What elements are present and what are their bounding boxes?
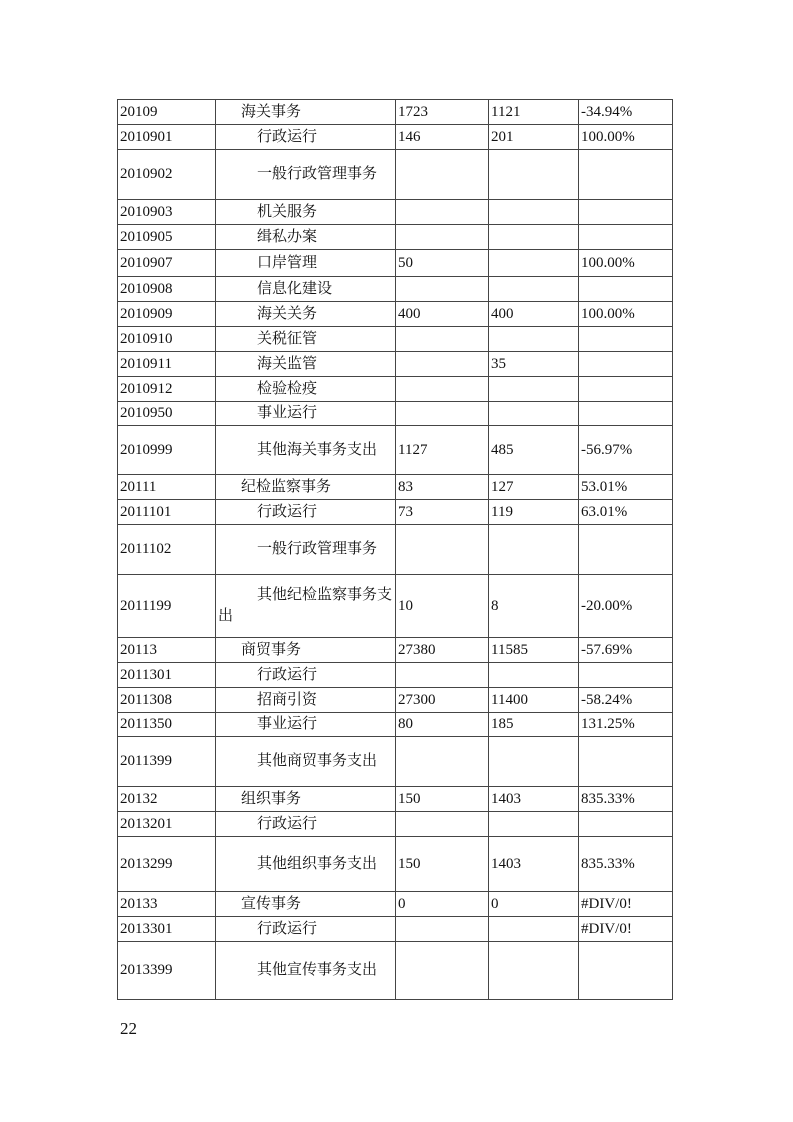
cell-code: 20133	[118, 892, 216, 917]
cell-change-pct: 131.25%	[579, 713, 673, 737]
cell-change-pct	[579, 200, 673, 225]
table-row	[118, 638, 673, 663]
table-row	[118, 500, 673, 525]
cell-curr-value	[489, 942, 579, 1000]
table-row	[118, 200, 673, 225]
cell-change-pct: 835.33%	[579, 837, 673, 892]
cell-prev-value: 150	[396, 837, 489, 892]
cell-code: 2011301	[118, 663, 216, 688]
cell-change-pct: -20.00%	[579, 575, 673, 638]
cell-name: 行政运行	[216, 663, 396, 688]
cell-prev-value: 80	[396, 713, 489, 737]
table-row	[118, 663, 673, 688]
cell-prev-value: 1723	[396, 100, 489, 125]
cell-code: 2011350	[118, 713, 216, 737]
cell-name: 事业运行	[216, 402, 396, 426]
cell-prev-value	[396, 327, 489, 352]
cell-name: 信息化建设	[216, 277, 396, 302]
cell-change-pct: #DIV/0!	[579, 892, 673, 917]
cell-change-pct: 835.33%	[579, 787, 673, 812]
cell-code: 2010950	[118, 402, 216, 426]
cell-prev-value: 146	[396, 125, 489, 150]
table-row	[118, 787, 673, 812]
cell-code: 2011399	[118, 737, 216, 787]
cell-prev-value	[396, 737, 489, 787]
cell-change-pct	[579, 942, 673, 1000]
cell-change-pct	[579, 737, 673, 787]
cell-name: 其他宣传事务支出	[216, 942, 396, 1000]
cell-curr-value	[489, 525, 579, 575]
table-row	[118, 277, 673, 302]
cell-change-pct	[579, 225, 673, 250]
cell-curr-value	[489, 225, 579, 250]
table-row	[118, 475, 673, 500]
table-row	[118, 737, 673, 787]
cell-code: 2013399	[118, 942, 216, 1000]
cell-change-pct: -56.97%	[579, 426, 673, 475]
table-row	[118, 917, 673, 942]
page-number: 22	[120, 1019, 137, 1038]
cell-prev-value	[396, 917, 489, 942]
cell-prev-value	[396, 225, 489, 250]
cell-prev-value	[396, 525, 489, 575]
cell-prev-value	[396, 663, 489, 688]
cell-name: 纪检监察事务	[216, 475, 396, 500]
cell-code: 2010912	[118, 377, 216, 402]
cell-name: 缉私办案	[216, 225, 396, 250]
cell-prev-value	[396, 942, 489, 1000]
cell-code: 2010999	[118, 426, 216, 475]
cell-code: 2011199	[118, 575, 216, 638]
cell-change-pct	[579, 150, 673, 200]
cell-curr-value: 127	[489, 475, 579, 500]
cell-prev-value: 27300	[396, 688, 489, 713]
table-row	[118, 525, 673, 575]
cell-change-pct	[579, 525, 673, 575]
cell-name: 其他组织事务支出	[216, 837, 396, 892]
cell-change-pct	[579, 352, 673, 377]
cell-prev-value: 27380	[396, 638, 489, 663]
cell-curr-value: 485	[489, 426, 579, 475]
cell-prev-value	[396, 200, 489, 225]
cell-curr-value	[489, 663, 579, 688]
cell-code: 2010909	[118, 302, 216, 327]
cell-name: 事业运行	[216, 713, 396, 737]
cell-change-pct: 100.00%	[579, 250, 673, 277]
table-row	[118, 377, 673, 402]
table-row	[118, 812, 673, 837]
cell-name: 检验检疫	[216, 377, 396, 402]
cell-name: 行政运行	[216, 812, 396, 837]
budget-table	[117, 99, 673, 1000]
cell-code: 2010903	[118, 200, 216, 225]
cell-curr-value	[489, 277, 579, 302]
cell-curr-value: 119	[489, 500, 579, 525]
table-row	[118, 125, 673, 150]
cell-curr-value	[489, 402, 579, 426]
cell-curr-value	[489, 812, 579, 837]
cell-prev-value: 150	[396, 787, 489, 812]
cell-change-pct	[579, 812, 673, 837]
cell-prev-value	[396, 150, 489, 200]
cell-name: 行政运行	[216, 917, 396, 942]
cell-name: 其他纪检监察事务支出	[216, 575, 396, 638]
table-row	[118, 688, 673, 713]
cell-curr-value: 35	[489, 352, 579, 377]
cell-name: 行政运行	[216, 500, 396, 525]
cell-curr-value	[489, 150, 579, 200]
cell-prev-value: 400	[396, 302, 489, 327]
cell-name: 关税征管	[216, 327, 396, 352]
cell-name: 一般行政管理事务	[216, 150, 396, 200]
cell-prev-value: 83	[396, 475, 489, 500]
cell-change-pct: -34.94%	[579, 100, 673, 125]
cell-name: 海关事务	[216, 100, 396, 125]
cell-name: 招商引资	[216, 688, 396, 713]
budget-table-body	[118, 100, 673, 1000]
cell-code: 2010907	[118, 250, 216, 277]
cell-curr-value: 400	[489, 302, 579, 327]
cell-code: 2010902	[118, 150, 216, 200]
cell-prev-value: 10	[396, 575, 489, 638]
cell-name: 海关监管	[216, 352, 396, 377]
cell-change-pct	[579, 663, 673, 688]
cell-change-pct	[579, 277, 673, 302]
cell-curr-value: 201	[489, 125, 579, 150]
cell-code: 2013299	[118, 837, 216, 892]
cell-code: 2013201	[118, 812, 216, 837]
cell-prev-value	[396, 277, 489, 302]
cell-code: 2011102	[118, 525, 216, 575]
cell-name: 机关服务	[216, 200, 396, 225]
table-row	[118, 892, 673, 917]
cell-name: 组织事务	[216, 787, 396, 812]
cell-curr-value: 11585	[489, 638, 579, 663]
cell-prev-value: 50	[396, 250, 489, 277]
cell-name: 口岸管理	[216, 250, 396, 277]
cell-name: 其他商贸事务支出	[216, 737, 396, 787]
cell-curr-value	[489, 200, 579, 225]
cell-code: 2010905	[118, 225, 216, 250]
table-row	[118, 150, 673, 200]
cell-name: 海关关务	[216, 302, 396, 327]
cell-change-pct: 53.01%	[579, 475, 673, 500]
cell-prev-value: 1127	[396, 426, 489, 475]
cell-code: 20132	[118, 787, 216, 812]
cell-curr-value: 1121	[489, 100, 579, 125]
cell-curr-value	[489, 737, 579, 787]
cell-name: 商贸事务	[216, 638, 396, 663]
cell-code: 2013301	[118, 917, 216, 942]
cell-name: 宣传事务	[216, 892, 396, 917]
table-row	[118, 327, 673, 352]
cell-curr-value	[489, 377, 579, 402]
cell-prev-value: 0	[396, 892, 489, 917]
table-row	[118, 426, 673, 475]
cell-name: 一般行政管理事务	[216, 525, 396, 575]
cell-curr-value	[489, 250, 579, 277]
cell-curr-value: 185	[489, 713, 579, 737]
cell-prev-value	[396, 812, 489, 837]
table-row	[118, 225, 673, 250]
table-row	[118, 837, 673, 892]
cell-curr-value	[489, 917, 579, 942]
cell-change-pct	[579, 402, 673, 426]
cell-curr-value	[489, 327, 579, 352]
cell-change-pct	[579, 377, 673, 402]
table-row	[118, 100, 673, 125]
cell-name: 其他海关事务支出	[216, 426, 396, 475]
cell-prev-value	[396, 377, 489, 402]
cell-change-pct: -58.24%	[579, 688, 673, 713]
table-row	[118, 942, 673, 1000]
cell-change-pct: -57.69%	[579, 638, 673, 663]
table-row	[118, 302, 673, 327]
cell-code: 20113	[118, 638, 216, 663]
cell-code: 20109	[118, 100, 216, 125]
cell-code: 20111	[118, 475, 216, 500]
cell-code: 2010911	[118, 352, 216, 377]
cell-curr-value: 0	[489, 892, 579, 917]
cell-change-pct: 63.01%	[579, 500, 673, 525]
cell-curr-value: 8	[489, 575, 579, 638]
cell-change-pct	[579, 327, 673, 352]
cell-name: 行政运行	[216, 125, 396, 150]
table-row	[118, 402, 673, 426]
table-row	[118, 352, 673, 377]
table-row	[118, 575, 673, 638]
cell-change-pct: 100.00%	[579, 125, 673, 150]
cell-code: 2010908	[118, 277, 216, 302]
cell-curr-value: 11400	[489, 688, 579, 713]
cell-change-pct: #DIV/0!	[579, 917, 673, 942]
cell-prev-value: 73	[396, 500, 489, 525]
table-row	[118, 250, 673, 277]
cell-curr-value: 1403	[489, 787, 579, 812]
cell-code: 2010901	[118, 125, 216, 150]
cell-code: 2011101	[118, 500, 216, 525]
table-row	[118, 713, 673, 737]
cell-prev-value	[396, 352, 489, 377]
cell-change-pct: 100.00%	[579, 302, 673, 327]
cell-curr-value: 1403	[489, 837, 579, 892]
cell-prev-value	[396, 402, 489, 426]
cell-code: 2011308	[118, 688, 216, 713]
cell-code: 2010910	[118, 327, 216, 352]
